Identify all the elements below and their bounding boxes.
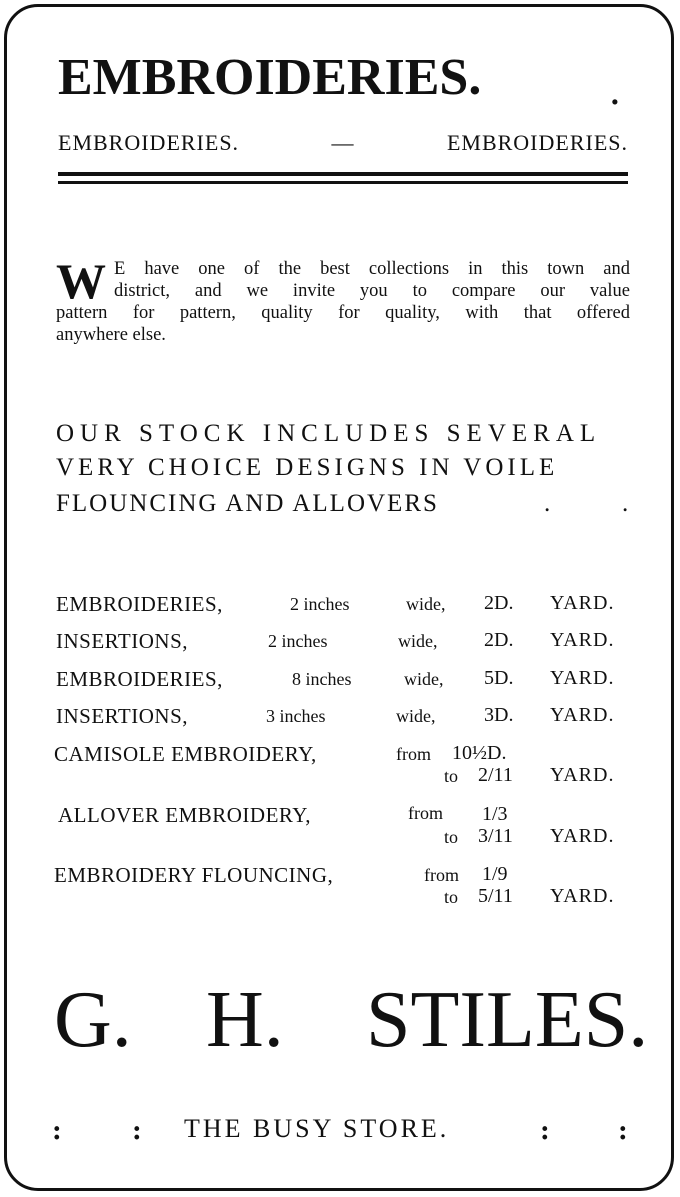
range-item: ALLOVER EMBROIDERY, [58,803,311,827]
stock-line-1-text: OUR STOCK INCLUDES SEVERAL [56,420,602,447]
price-size: 3 inches [266,706,326,726]
tagline: THE BUSY STORE. [184,1114,450,1143]
range-item: CAMISOLE EMBROIDERY, [54,742,317,766]
intro-line-4: anywhere else. [56,325,166,345]
price-value: 2D. [484,592,514,614]
range-from-price: 10½D. [452,742,507,764]
range-to-price: 2/11 [478,764,513,786]
range-from-price: 1/3 [482,803,508,825]
range-row [54,742,628,790]
price-item: INSERTIONS, [56,629,188,653]
stock-line-1 [56,420,630,448]
tagline-colon: : [540,1116,550,1146]
tagline-colon: : [618,1116,628,1146]
subheadline-right: EMBROIDERIES. [446,130,628,155]
subheadline [58,130,628,156]
price-item: EMBROIDERIES, [56,592,223,616]
price-wide: wide, [396,706,436,726]
intro-line-3: pattern for pattern, quality for quality, with that offered [56,303,630,323]
stock-line-3-text: FLOUNCING AND ALLOVERS [56,490,439,517]
range-unit: YARD. [550,885,615,907]
price-wide: wide, [406,594,446,614]
price-wide: wide, [398,631,438,651]
name-initial-g: G. [54,976,132,1064]
price-item: EMBROIDERIES, [56,667,223,691]
range-to-label: to [444,887,459,907]
range-to-label: to [444,827,459,847]
price-unit: YARD. [550,592,615,614]
range-to-label: to [444,766,459,786]
price-value: 5D. [484,667,514,689]
tagline-colon: : [52,1116,62,1146]
name-initial-h: H. [206,976,284,1064]
subheadline-left: EMBROIDERIES. [58,130,240,155]
range-unit: YARD. [550,825,615,847]
price-row [54,629,628,659]
dropcap: W [56,253,106,309]
tagline-colon: : [132,1116,142,1146]
headline-trailing-dot: . [610,78,620,111]
price-size: 2 inches [268,631,328,651]
price-unit: YARD. [550,667,615,689]
stock-line-2-text: VERY CHOICE DESIGNS IN VOILE [56,454,559,481]
stock-line-2 [56,454,630,482]
price-size: 8 inches [292,669,352,689]
price-wide: wide, [404,669,444,689]
range-from-label: from [396,744,431,764]
range-item: EMBROIDERY FLOUNCING, [54,863,334,887]
range-from-label: from [424,865,459,885]
price-value: 2D. [484,629,514,651]
price-row [54,667,628,697]
intro-line-1: E have one of the best collections in this town and [114,259,630,279]
price-item: INSERTIONS, [56,704,188,728]
headline: EMBROIDERIES. [58,49,482,106]
name-surname: STILES. [366,976,649,1064]
range-unit: YARD. [550,764,615,786]
double-rule-bottom [58,181,628,184]
range-from-price: 1/9 [482,863,508,885]
subheadline-dash: — [331,130,355,155]
price-value: 3D. [484,704,514,726]
price-row [54,704,628,734]
range-row [54,863,628,911]
price-row [54,592,628,622]
range-row [54,803,628,851]
range-from-label: from [408,803,443,823]
price-unit: YARD. [550,629,615,651]
stock-dot-2: . [622,490,631,517]
intro-paragraph [56,253,630,346]
price-size: 2 inches [290,594,350,614]
intro-line-2: district, and we invite you to compare our value [114,281,630,301]
range-to-price: 3/11 [478,825,513,847]
stock-line-3 [56,490,630,518]
stock-dot-1: . [544,490,553,517]
range-to-price: 5/11 [478,885,513,907]
double-rule-top [58,172,628,176]
price-unit: YARD. [550,704,615,726]
